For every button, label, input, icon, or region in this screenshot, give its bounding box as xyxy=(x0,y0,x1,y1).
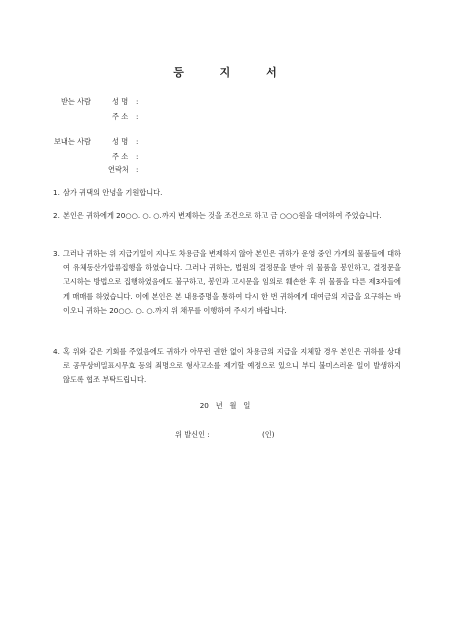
recipient-address-colon: : xyxy=(136,112,139,121)
paragraph-text: 본인은 귀하에게 20○○. ○. ○.까지 변제하는 것을 조건으로 하고 금 ○○○원을 대여하여 주었습니다. xyxy=(63,211,382,220)
paragraph-4 xyxy=(53,345,401,388)
paragraph-number: 3. xyxy=(53,249,60,258)
recipient-name-label: 성 명 xyxy=(112,97,129,106)
sender-address-label: 주 소 xyxy=(112,152,129,161)
recipient-address-label: 주 소 xyxy=(112,112,129,121)
paragraph-text: 삼가 귀댁의 안녕을 기원합니다. xyxy=(63,188,163,197)
date-line: 20 년 월 일 xyxy=(199,401,251,410)
sender-address-colon: : xyxy=(136,152,139,161)
paragraph-number: 1. xyxy=(53,188,60,197)
paragraph-number: 4. xyxy=(53,347,60,356)
paragraph-number: 2. xyxy=(53,211,60,220)
sender-label: 보내는 사람 xyxy=(53,137,91,146)
sender-name-label: 성 명 xyxy=(112,137,129,146)
sender-contact-label: 연락처 xyxy=(108,165,129,174)
document-title: 등 지 서 xyxy=(173,66,293,79)
paragraph-2 xyxy=(53,209,401,223)
recipient-label: 받는 사람 xyxy=(60,97,91,106)
signature-label: 위 발신인 : xyxy=(175,430,210,439)
sender-name-colon: : xyxy=(136,137,139,146)
paragraph-text: 그러나 귀하는 위 지급기일이 지나도 차용금을 변제하지 않아 본인은 귀하가 운영 중인 가게의 물품들에 대하여 유체동산가압류집행을 하였습니다. 그러나 귀하는, 법원의 결정문을 받아 위 물품을 봉인하고, 결정문을 고시하는 방법으로 집행하였음에도 불구하고, 봉인과 고시문을 임의로 훼손한 후 위 물품을 다른 제3자들에게 매매를 하였습니다. 이에 본인은 본 내용증명을 통하여 다시 한 번 귀하에게 대여금의 지급을 요구하는 바이오니 귀하는 20○○. ○. ○.까지 위 채무를 이행하여 주시기 바랍니다. xyxy=(63,249,401,315)
sender-contact-colon: : xyxy=(136,165,139,174)
seal-mark: (인) xyxy=(262,430,275,439)
recipient-name-colon: : xyxy=(136,97,139,106)
paragraph-text: 혹 위와 같은 기회를 주었음에도 귀하가 아무런 권한 없이 차용금의 지급을 지체할 경우 본인은 귀하를 상대로 공무상비밀표시무효 등의 죄명으로 형사고소를 제기할 예정으로 있으니 부디 불미스러운 일이 발생하지 않도록 협조 부탁드립니다. xyxy=(63,347,401,385)
paragraph-1 xyxy=(53,186,401,200)
paragraph-3 xyxy=(53,247,401,318)
